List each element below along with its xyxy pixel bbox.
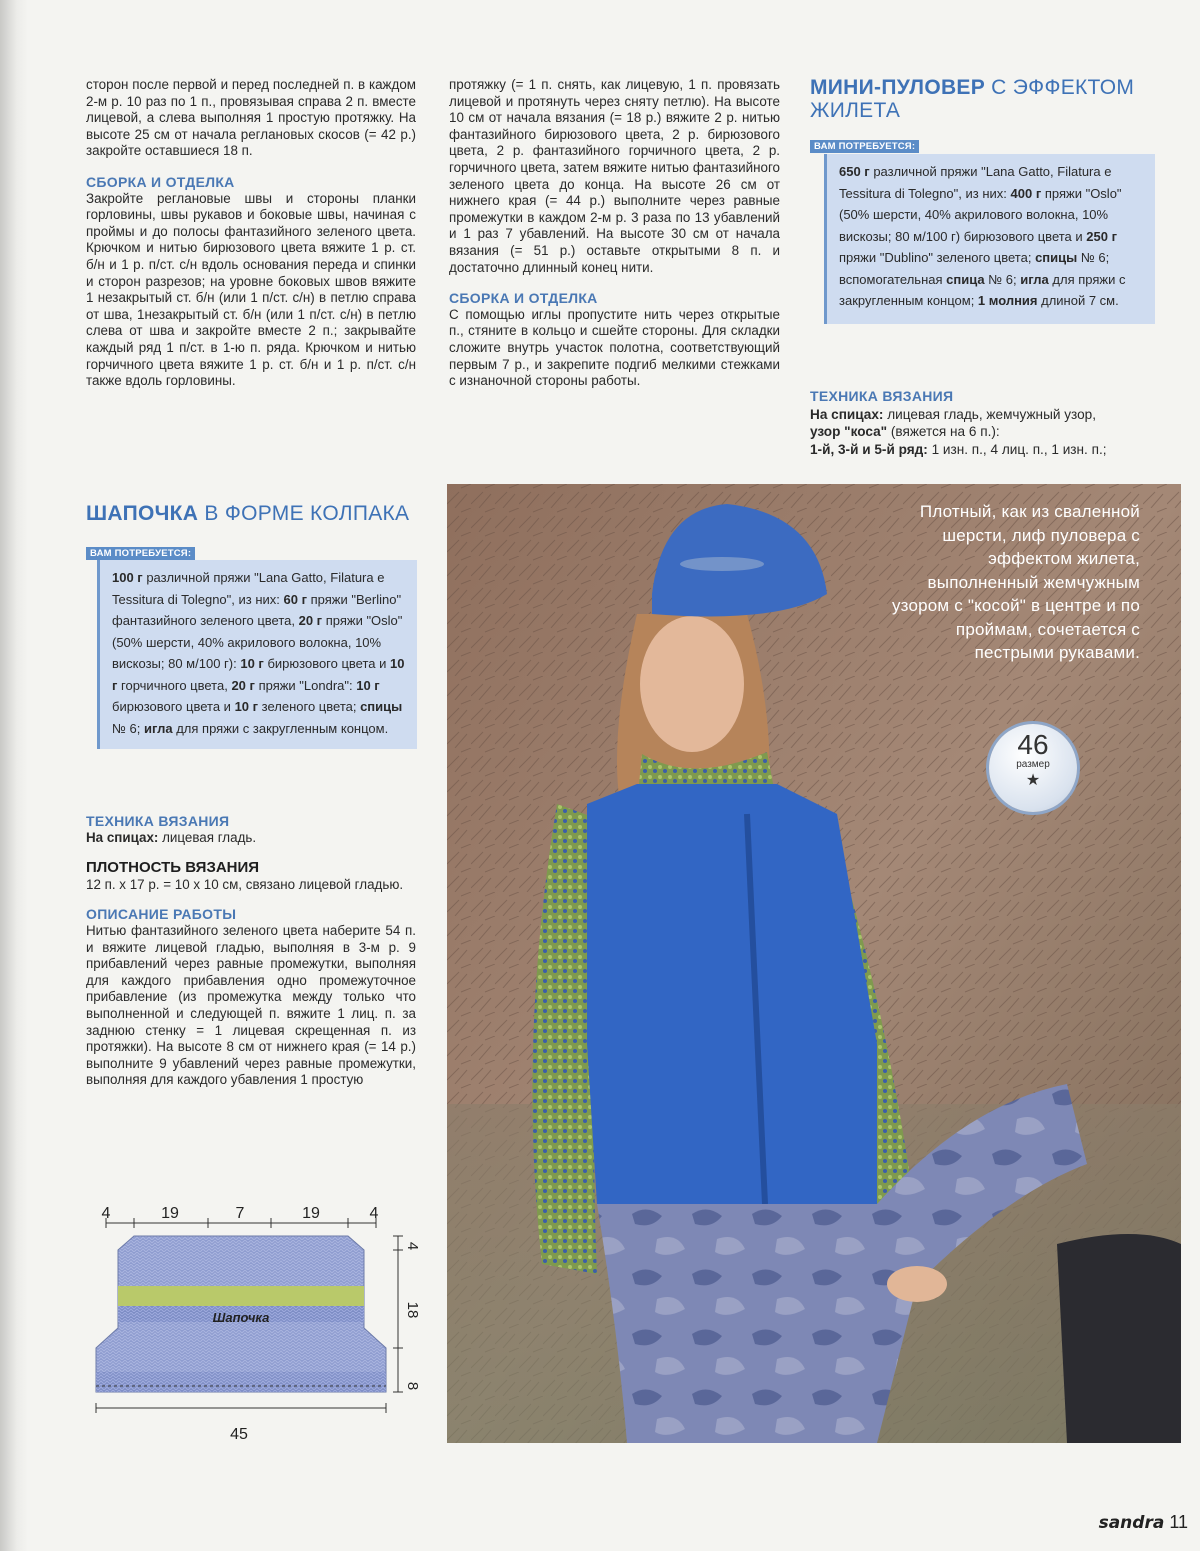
- pullover-need-label: ВАМ ПОТРЕБУЕТСЯ:: [810, 140, 919, 153]
- hat-density-title: ПЛОТНОСТЬ ВЯЗАНИЯ: [86, 859, 260, 877]
- hat-material-text: бирюзового цвета и: [112, 699, 235, 714]
- hat-assembly-title: СБОРКА И ОТДЕЛКА: [449, 290, 598, 307]
- tech-line3-bold: 1-й, 3-й и 5-й ряд:: [810, 441, 928, 457]
- regl-continuation-text: сторон после первой и перед последней п. в каждом 2-м р. 10 раз по 1 п., провязывая справа 2 п. вместе лицевой, а слева выполняя 1 простую протяжку. На высоте 25 см от начала реглановых скосов (= 42 р.) закройте оставшиеся 18 п.: [86, 77, 416, 159]
- hat-material-amount: спицы: [360, 699, 403, 714]
- dim-top-5: 4: [369, 1205, 379, 1222]
- pullover-material-text: пряжи "Oslo" (50% шерсти, 40% акрилового волокна, 10% вискозы; 80 м/100 г) бирюзового цвета и: [839, 185, 1122, 244]
- pullover-material-text: длиной 7 см.: [1037, 293, 1119, 308]
- hat-schematic-diagram: [86, 1198, 426, 1448]
- pullover-materials-box: [824, 154, 1155, 324]
- dim-top-2: 19: [161, 1205, 179, 1222]
- pullover-material-amount: 650 г: [839, 164, 870, 179]
- hat-material-text: различной пряжи "Lana Gatto, Filatura e Tessitura di Tolegno", из них:: [112, 570, 385, 607]
- hat-title-rest: В ФОРМЕ КОЛПАКА: [198, 502, 410, 525]
- magazine-brand: sandra: [1098, 1513, 1165, 1533]
- page-binding-shadow: [0, 0, 28, 1551]
- dim-right-2: 18: [404, 1301, 421, 1319]
- hat-material-text: пряжи "Oslo" (50% шерсти, 40% акрилового волокна, 10% вискозы; 80 м/100 г):: [112, 613, 403, 671]
- assembly-text: Закройте реглановые швы и стороны планки горловины, швы рукавов и боковые швы, начиная с проймы и до полосы фантазийного зеленого цвета. Крючком и нитью бирюзового цвета вяжите 1 р. ст. б/н и 1 р. п/ст. с/н вдоль основания переда и спинки и сторон разрезов; на уровне боковых швов вяжите 1 незакрытый ст. б/н (или 1 п/ст. с/н) в петлю справа от шва, 1незакрытый ст. б/н (или 1 п/ст. с/н) в петлю слева от шва и закройте вместе 2 п.; закрывайте каждый ряд 1 п/ст. в 1-ю п. ряда. Крючком и нитью горчичного цвета вяжите 1 р. ст. б/н и 1 р. п/ст. с/н также вдоль горловины.: [86, 190, 416, 389]
- hat-heading: [86, 502, 409, 525]
- hat-material-amount: 20 г: [298, 613, 323, 628]
- pullover-material-text: № 6;: [984, 271, 1021, 287]
- left-column-text: [86, 77, 416, 390]
- pullover-technique-title: ТЕХНИКА ВЯЗАНИЯ: [810, 388, 954, 404]
- pullover-material-text: пряжи "Dublino" зеленого цвета;: [839, 250, 1036, 265]
- hat-material-amount: 10 г: [234, 699, 259, 714]
- pullover-material-text: для пряжи с закругленным концом;: [839, 271, 1126, 308]
- pullover-material-text: различной пряжи "Lana Gatto, Filatura e Tessitura di Tolegno", из них:: [839, 164, 1112, 201]
- hat-material-text: горчичного цвета,: [117, 677, 232, 693]
- dim-top-4: 19: [302, 1205, 320, 1222]
- size-label: размер: [1016, 759, 1050, 770]
- dim-right-3: 8: [404, 1381, 421, 1391]
- hat-need-label-wrap: [86, 543, 195, 561]
- page-number: 11: [1169, 1512, 1188, 1532]
- hat-material-amount: 100 г: [112, 570, 143, 585]
- pullover-material-amount: спица: [946, 271, 985, 287]
- hat-instructions: [86, 813, 416, 1089]
- diagram-label: Шапочка: [212, 1310, 270, 1325]
- hat-materials-box: [97, 560, 417, 749]
- hat-material-amount: 60 г: [283, 591, 308, 607]
- hat-material-text: для пряжи с закругленным концом.: [172, 720, 389, 736]
- hat-material-text: пряжи "Londra":: [254, 677, 357, 693]
- pullover-need-label-wrap: [810, 136, 919, 154]
- hat-title-bold: ШАПОЧКА: [86, 502, 199, 525]
- hat-density-text: 12 п. х 17 р. = 10 х 10 см, связано лицевой гладью.: [86, 876, 404, 892]
- hat-material-text: бирюзового цвета и: [263, 656, 391, 671]
- hat-work-title: ОПИСАНИЕ РАБОТЫ: [86, 906, 237, 923]
- size-badge: [989, 724, 1077, 812]
- middle-column-text: [449, 77, 780, 390]
- pullover-material-amount: 400 г: [1010, 185, 1042, 201]
- hat-material-amount: 10 г: [240, 656, 264, 671]
- hat-material-text: пряжи "Berlino" фантазийного зеленого цвета,: [112, 591, 402, 628]
- hat-material-text: зеленого цвета;: [258, 699, 361, 714]
- dim-top-3: 7: [235, 1205, 245, 1222]
- hat-material-amount: 10 г: [112, 656, 405, 693]
- hat-material-text: № 6;: [112, 720, 145, 736]
- pullover-material-amount: 250 г: [1086, 228, 1117, 244]
- page-footer: [1099, 1512, 1188, 1533]
- hat-technique-title: ТЕХНИКА ВЯЗАНИЯ: [86, 813, 230, 829]
- photo-caption: Плотный, как из сваленной шерсти, лиф пуловера с эффектом жилета, выполненный жемчужным узором с "косой" в центре и по проймам, сочетается с пестрыми рукавами.: [891, 502, 1140, 662]
- hat-need-label: ВАМ ПОТРЕБУЕТСЯ:: [86, 547, 195, 560]
- pullover-material-amount: 1 молния: [977, 293, 1038, 308]
- hat-technique-text: лицевая гладь.: [158, 829, 257, 845]
- pullover-heading: [810, 76, 1150, 122]
- tech-line1-bold: На спицах:: [810, 406, 884, 422]
- tech-line2-text: (вяжется на 6 п.):: [887, 424, 1000, 439]
- pullover-technique: [810, 388, 1160, 458]
- pullover-material-text: № 6; вспомогательная: [839, 250, 1110, 287]
- pullover-material-amount: спицы: [1035, 250, 1078, 265]
- hat-work-text: Нитью фантазийного зеленого цвета наберите 54 п. и вяжите лицевой гладью, выполняя в 3-м р. 9 прибавлений через равные промежутки, выполняя для каждого прибавления одно промежуточное прибавление (из промежутка между только что выполненной и следующей п. вяжите 1 лиц. п. за заднюю стенку = 1 лицевая скрещенная п. из протяжки). На высоте 8 см от нижнего края (= 14 р.) выполните 9 убавлений через равные промежутки, выполняя для каждого убавления 1 простую: [86, 922, 416, 1088]
- pullover-title-bold: МИНИ-ПУЛОВЕР: [810, 76, 986, 99]
- tech-line2-bold: узор "коса": [810, 424, 888, 439]
- tech-line3-text: 1 изн. п., 4 лиц. п., 1 изн. п.;: [927, 441, 1107, 457]
- pullover-material-amount: игла: [1020, 271, 1049, 287]
- assembly-title: СБОРКА И ОТДЕЛКА: [86, 173, 235, 190]
- size-number: 46: [1017, 729, 1049, 760]
- hat-material-amount: 10 г: [356, 677, 380, 693]
- dim-top-1: 4: [101, 1205, 111, 1222]
- difficulty-star-icon: ★: [1025, 772, 1041, 789]
- dim-bottom: 45: [230, 1426, 248, 1443]
- pullover-title-rest: С ЭФФЕКТОМ ЖИЛЕТА: [810, 76, 1135, 122]
- hat-work-continuation: протяжку (= 1 п. снять, как лицевую, 1 п. провязать лицевой и протянуть через сняту петлю). На высоте 10 см от начала вязания (= 18 р.) вяжите 2 р. нитью фантазийного бирюзового цвета, 2 р. бирюзового цвета, 2 р. фантазийного горчичного цвета, 2 р. горчичного цвета, затем вяжите нитью фантазийного зеленого цвета до конца. На высоте 26 см от нижнего края (= 44 р.) выполните через равные промежутки в каждом 2-м р. 3 раза по 13 убавлений и 1 раз 7 убавлений. На высоте 30 см от начала вязания (= 51 р.) оставьте открытыми 8 п. и достаточно длинный конец нити.: [449, 77, 780, 275]
- hat-material-amount: 20 г: [231, 677, 255, 693]
- hat-assembly-text: С помощью иглы пропустите нить через открытые п., стяните в кольцо и сшейте стороны. Для складки сложите внутрь участок полотна, соответствующий первым 7 р., и закрепите подгиб мелкими стежками с изнаночной стороны работы.: [449, 306, 780, 389]
- dim-right-1: 4: [404, 1241, 421, 1251]
- hat-technique-bold: На спицах:: [86, 829, 159, 845]
- hat-material-amount: игла: [144, 720, 173, 736]
- tech-line1-text: лицевая гладь, жемчужный узор,: [883, 406, 1096, 422]
